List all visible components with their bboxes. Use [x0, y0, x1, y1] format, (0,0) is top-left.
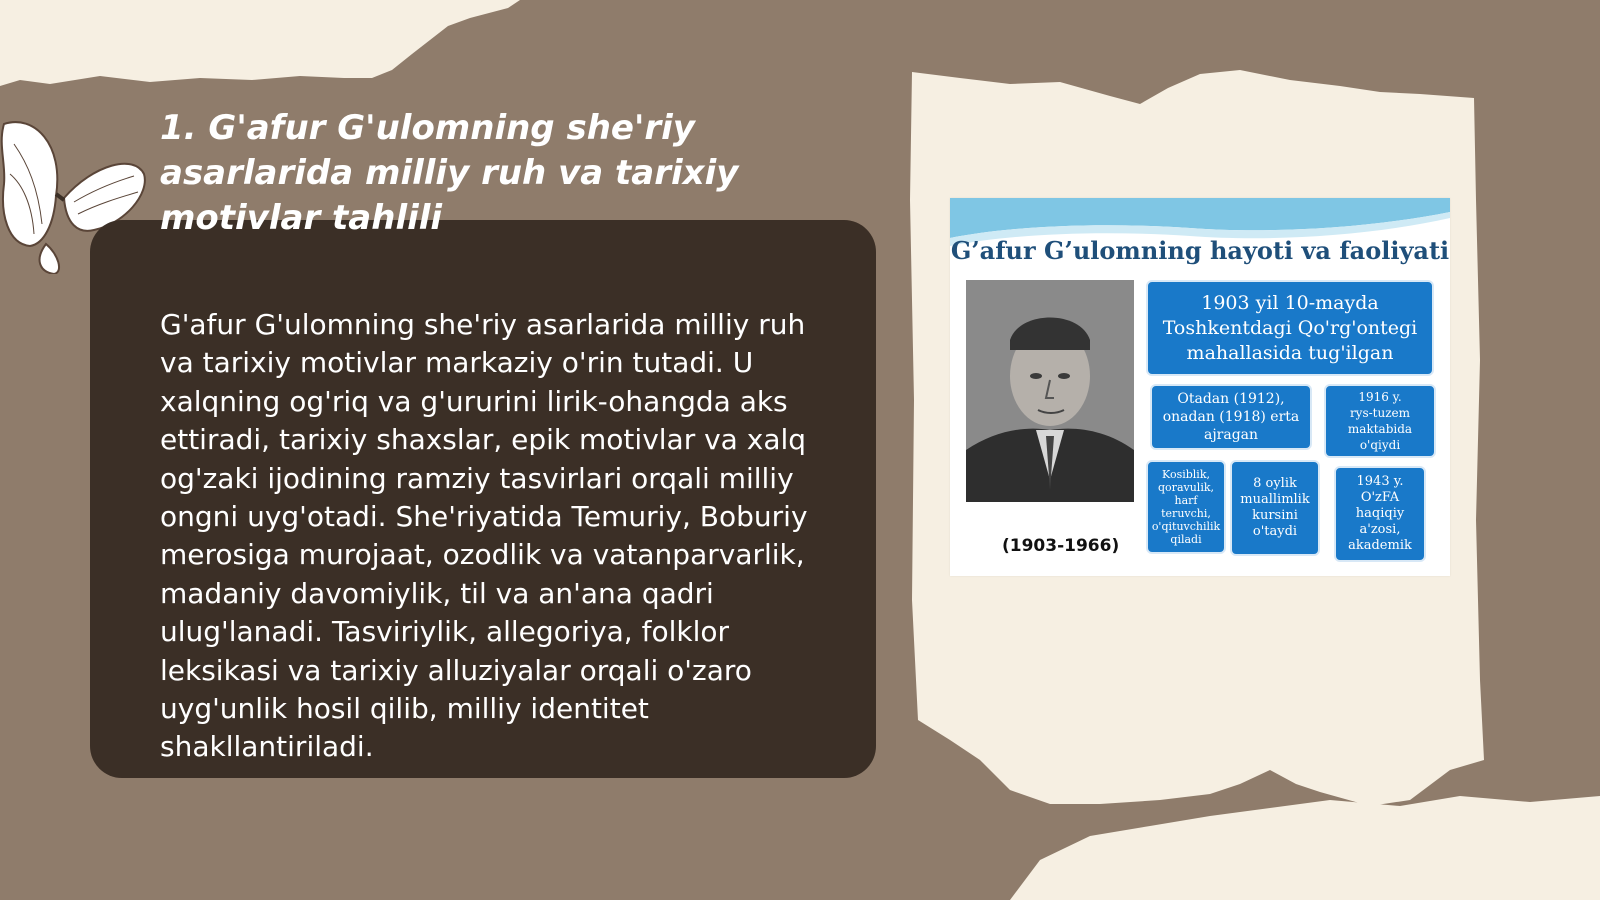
portrait-photo	[966, 280, 1134, 502]
biography-title: G’afur G’ulomning hayoti va faoliyati	[950, 236, 1450, 265]
info-box-course: 8 oylik muallimlik kursini o'taydi	[1230, 460, 1320, 556]
biography-image	[950, 198, 1450, 576]
info-box-orphaned: Otadan (1912), onadan (1918) erta ajragan	[1150, 384, 1312, 450]
body-text: G'afur G'ulomning she'riy asarlarida milliy ruh va tarixiy motivlar markaziy o'rin tutadi. U xalqning og'riq va g'ururini lirik-ohangda aks ettiradi, tarixiy shaxslar, epik motivlar va xalq og'zaki ijodining ramziy tasvirlari orqali milliy ongni uyg'otadi. She'riyatida Temuriy, Boburiy merosiga murojaat, ozodlik va vatanparvarlik, madaniy davomiylik, til va an'ana qadri ulug'lanadi. Tasviriylik, allegoriya, folklor leksikasi va tarixiy alluziyalar orqali o'zaro uyg'unlik hosil qilib, milliy identitet shakllantiriladi.	[160, 308, 808, 764]
slide-title: 1. G'afur G'ulomning she'riy asarlarida milliy ruh va tarixiy motivlar tahlili	[160, 108, 739, 238]
info-box-school: 1916 y. rys-tuzem maktabida o'qiydi	[1324, 384, 1436, 458]
info-box-birth: 1903 yil 10-mayda Toshkentdagi Qo'rg'ontegi mahallasida tug'ilgan	[1146, 280, 1434, 376]
info-box-academic: 1943 y. O'zFA haqiqiy a'zosi, akademik	[1334, 466, 1426, 562]
life-years: (1903-1966)	[1002, 536, 1120, 556]
body-text-box	[90, 220, 876, 778]
info-box-work: Kosiblik, qoravulik, harf teruvchi, o'qituvchilik qiladi	[1146, 460, 1226, 554]
